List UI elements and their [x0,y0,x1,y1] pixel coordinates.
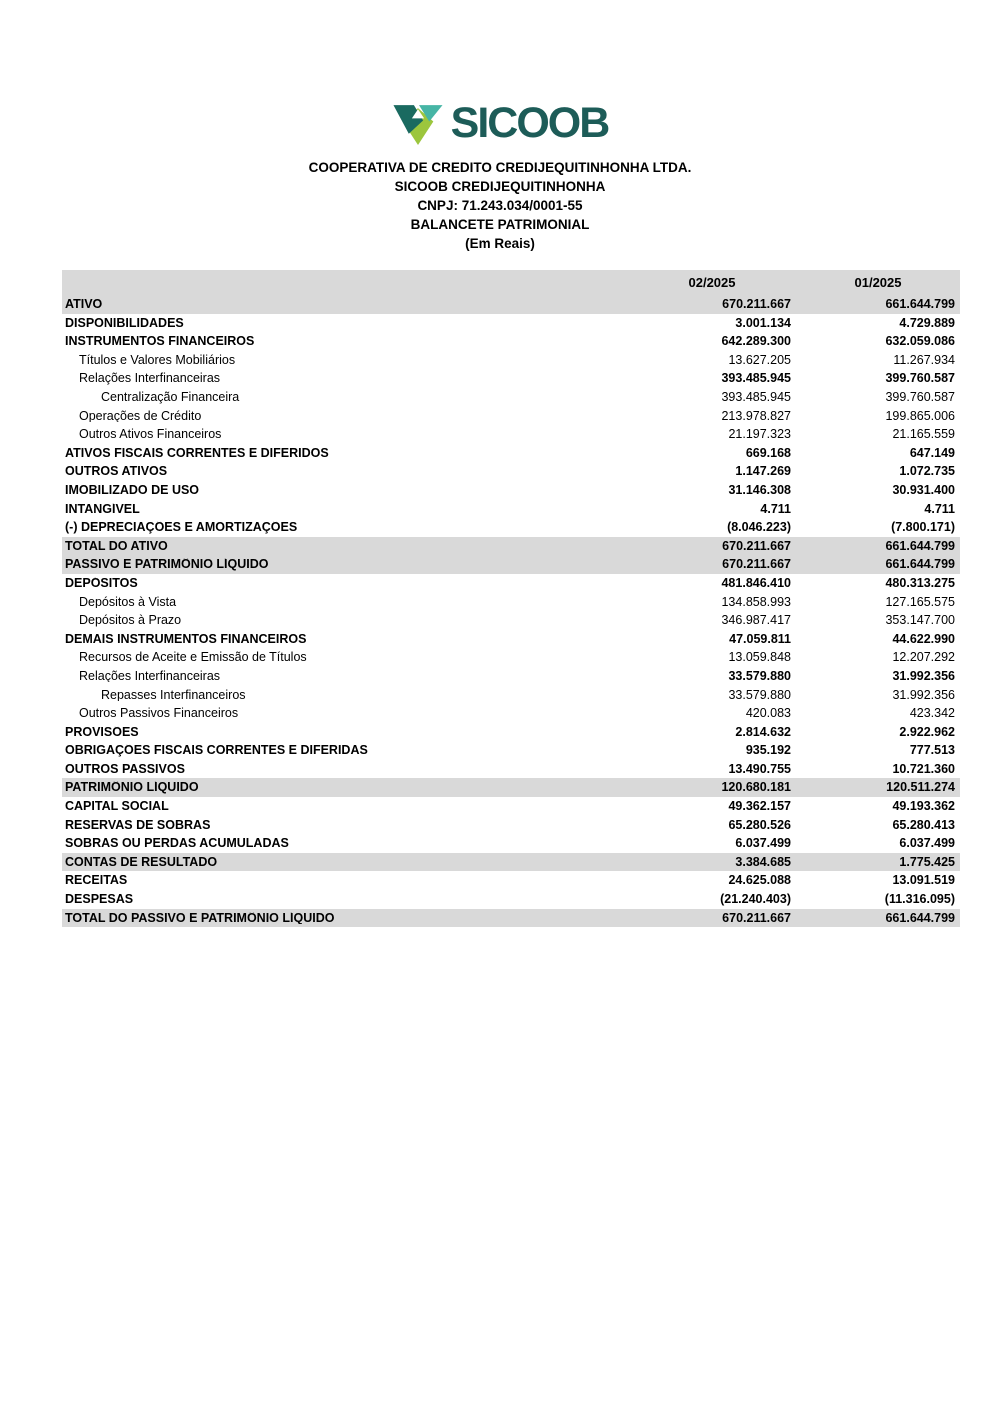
table-row [62,593,960,612]
row-label: TOTAL DO PASSIVO E PATRIMÔNIO LÍQUIDO [65,911,335,925]
row-label: Operações de Crédito [79,409,202,423]
row-value-02-2025: (8.046.223) [727,521,791,534]
row-value-02-2025: 31.146.308 [728,483,791,497]
row-value-01-2025: 4.711 [924,502,955,516]
table-row [62,518,960,537]
table-row [62,574,960,593]
row-value-01-2025: 199.865.006 [885,409,955,423]
row-value-01-2025: 13.091.519 [892,874,955,887]
row-value-01-2025: 661.644.799 [885,911,955,925]
table-row [62,909,960,928]
table-row [62,351,960,370]
row-value-01-2025: 127.165.575 [885,595,955,609]
row-value-01-2025: 1.072.735 [899,465,955,478]
table-row [62,890,960,909]
row-value-02-2025: 481.846.410 [721,576,791,590]
row-label: ATIVO [65,298,103,311]
table-row [62,425,960,444]
row-value-01-2025: 4.729.889 [899,316,955,330]
table-row [62,611,960,630]
table-row [62,295,960,314]
row-label: Outros Passivos Financeiros [79,707,239,720]
row-value-01-2025: 44.622.990 [892,632,955,646]
row-value-02-2025: 935.192 [745,744,791,757]
row-label: OUTROS ATIVOS [65,465,168,478]
row-value-02-2025: 670.211.667 [722,539,791,553]
document-heading [0,158,1000,253]
row-value-01-2025: 661.644.799 [885,539,955,553]
row-value-02-2025: 393.485.945 [721,391,791,404]
row-label: Recursos de Aceite e Emissão de Títulos [79,651,307,664]
table-row [62,797,960,816]
table-header-row [62,270,960,295]
row-value-01-2025: 647.149 [909,446,955,460]
row-value-02-2025: 33.579.880 [728,688,791,702]
row-label: Depósitos à Vista [79,595,177,609]
row-value-01-2025: 10.721.360 [892,762,955,776]
table-row [62,704,960,723]
table-row [62,369,960,388]
sicoob-logo-icon [392,100,444,146]
row-value-01-2025: 661.644.799 [885,298,955,311]
row-value-02-2025: 2.814.632 [735,725,791,739]
row-value-01-2025: 12.207.292 [892,651,955,664]
row-value-02-2025: 642.289.300 [721,335,791,348]
row-value-01-2025: 31.992.356 [892,669,955,683]
row-label: Outros Ativos Financeiros [79,428,222,441]
row-label: Relações Interfinanceiras [79,669,221,683]
table-row [62,816,960,835]
row-label: Títulos e Valores Mobiliários [79,353,236,367]
row-value-01-2025: 6.037.499 [899,837,955,850]
row-label: DESPESAS [65,893,134,906]
row-label: Depósitos à Prazo [79,614,182,627]
column-header-01-2025: 01/2025 [854,276,902,289]
row-label: SOBRAS OU PERDAS ACUMULADAS [65,837,289,850]
table-row [62,555,960,574]
row-label: PATRIMÔNIO LÍQUIDO [65,781,199,794]
row-value-01-2025: 2.922.962 [899,725,955,739]
row-label: CAPITAL SOCIAL [65,800,169,813]
row-value-01-2025: 632.059.086 [885,335,955,348]
balance-table [62,270,960,927]
row-value-01-2025: 120.511.274 [886,781,955,794]
table-row [62,760,960,779]
table-row [62,871,960,890]
table-row [62,834,960,853]
row-label: Repasses Interfinanceiros [101,688,246,702]
row-value-02-2025: 13.059.848 [728,651,791,664]
row-value-01-2025: 661.644.799 [885,558,955,571]
row-label: RESERVAS DE SOBRAS [65,818,211,832]
row-value-02-2025: (21.240.403) [720,893,791,906]
row-value-02-2025: 4.711 [760,502,791,516]
row-label: INSTRUMENTOS FINANCEIROS [65,335,255,348]
row-label: DISPONIBILIDADES [65,316,184,330]
row-value-02-2025: 120.680.181 [721,781,791,794]
balance-table-body [62,295,960,927]
row-label: TOTAL DO ATIVO [65,539,168,553]
table-row [62,314,960,333]
row-label: INTANGÍVEL [65,502,140,516]
row-value-02-2025: 3.001.134 [735,316,791,330]
table-row [62,778,960,797]
company-name: COOPERATIVA DE CREDITO CREDIJEQUITINHONHA LTDA. [308,160,692,175]
row-value-01-2025: 480.313.275 [885,576,955,590]
row-label: DEMAIS INSTRUMENTOS FINANCEIROS [65,632,307,646]
row-value-02-2025: 134.858.993 [721,595,791,609]
table-row [62,648,960,667]
row-value-02-2025: 24.625.088 [728,874,791,887]
table-row [62,741,960,760]
row-label: PROVISÕES [65,725,139,739]
row-value-01-2025: (11.316.095) [884,893,955,906]
row-value-01-2025: 423.342 [909,707,955,720]
row-label: CONTAS DE RESULTADO [65,855,218,869]
row-value-02-2025: 670.211.667 [722,298,791,311]
row-label: ATIVOS FISCAIS CORRENTES E DIFERIDOS [65,446,329,460]
table-row [62,500,960,519]
table-row [62,407,960,426]
row-value-02-2025: 346.987.417 [721,614,791,627]
sicoob-wordmark: SICOOB [450,99,609,147]
row-value-01-2025: 49.193.362 [892,800,955,813]
row-value-01-2025: 21.165.559 [892,428,955,441]
row-label: Relações Interfinanceiras [79,372,221,385]
row-label: OBRIGAÇÕES FISCAIS CORRENTES E DIFERIDAS [65,744,368,757]
row-value-02-2025: 669.168 [745,446,791,460]
currency-note: (Em Reais) [465,236,535,251]
row-value-01-2025: 1.775.425 [899,855,955,869]
row-label: IMOBILIZADO DE USO [65,483,200,497]
row-label: PASSIVO E PATRIMÔNIO LÍQUIDO [65,558,269,571]
row-value-01-2025: 353.147.700 [885,614,955,627]
row-label: OUTROS PASSIVOS [65,762,185,776]
row-value-01-2025: 777.513 [909,744,955,757]
table-row [62,537,960,556]
table-row [62,667,960,686]
table-row [62,462,960,481]
row-value-02-2025: 33.579.880 [728,669,791,683]
row-value-02-2025: 21.197.323 [728,428,791,441]
table-row [62,685,960,704]
column-header-02-2025: 02/2025 [688,276,736,289]
row-value-01-2025: 30.931.400 [892,483,955,497]
row-value-02-2025: 420.083 [745,707,791,720]
row-value-01-2025: (7.800.171) [891,521,955,534]
report-title: BALANCETE PATRIMONIAL [410,217,590,232]
cnpj: CNPJ: 71.243.034/0001-55 [417,198,583,213]
row-value-01-2025: 31.992.356 [892,688,955,702]
table-row [62,630,960,649]
table-row [62,332,960,351]
row-value-02-2025: 1.147.269 [735,465,791,478]
row-value-01-2025: 399.760.587 [885,372,955,385]
row-value-02-2025: 49.362.157 [728,800,791,813]
entity-name: SICOOB CREDIJEQUITINHONHA [394,179,606,194]
row-value-01-2025: 65.280.413 [892,818,955,832]
row-value-02-2025: 393.485.945 [721,372,791,385]
row-value-02-2025: 47.059.811 [729,632,791,646]
table-row [62,444,960,463]
table-row [62,481,960,500]
row-value-02-2025: 13.627.205 [728,353,791,367]
table-row [62,853,960,872]
row-label: DEPÓSITOS [65,576,138,590]
sicoob-logo [0,100,1000,146]
row-value-02-2025: 3.384.685 [735,855,791,869]
row-label: Centralização Financeira [101,391,240,404]
row-value-02-2025: 670.211.667 [722,558,791,571]
row-value-01-2025: 11.267.934 [893,353,955,367]
table-row [62,388,960,407]
row-value-02-2025: 213.978.827 [721,409,791,423]
table-row [62,723,960,742]
row-value-02-2025: 13.490.755 [728,762,791,776]
row-value-02-2025: 6.037.499 [735,837,791,850]
row-value-02-2025: 65.280.526 [728,818,791,832]
row-value-02-2025: 670.211.667 [722,911,791,925]
row-value-01-2025: 399.760.587 [885,391,955,404]
row-label: (-) DEPRECIAÇÕES E AMORTIZAÇÕES [65,521,298,534]
row-label: RECEITAS [65,874,128,887]
